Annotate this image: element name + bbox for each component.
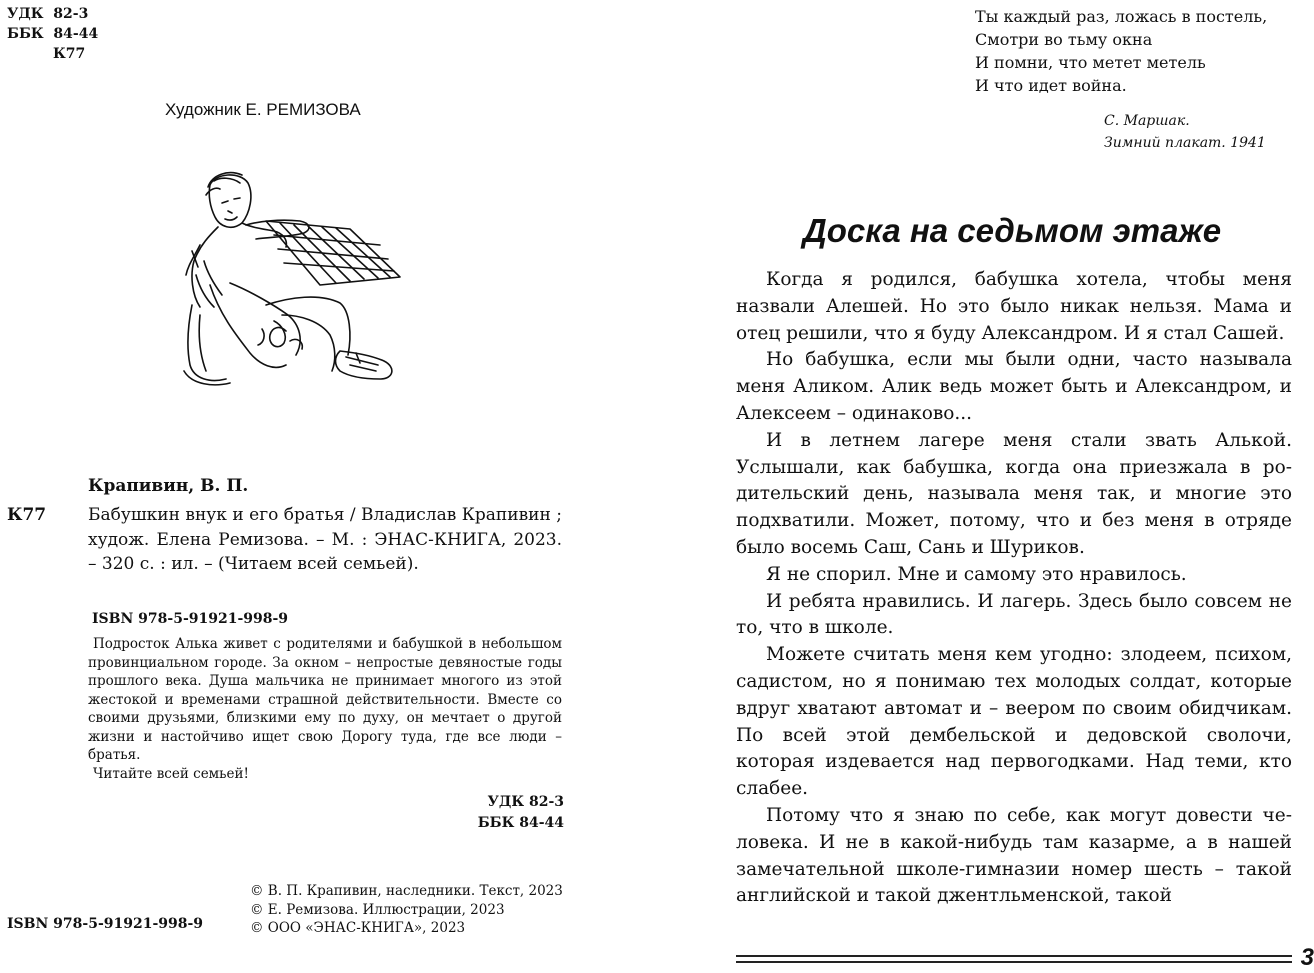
annotation-paragraph: Подросток Алька живет с родителями и бабушкой в небольшом провинциальном городе. За окном – непростые девяностые годы прошлого века. Душа мальчика не принимает многого из этой жестокой и временами страшной действительности. Вместе со своими друзьями, близкими ему по духу, он мечтает о другой жизни и настойчиво ищет свою Дорогу туда, где все люди – братья.	[88, 636, 562, 763]
epigraph-source: Зимний плакат. 1941	[1104, 135, 1266, 151]
epigraph-line: И помни, что метет метель	[975, 53, 1206, 72]
author-mark: К77	[53, 46, 86, 62]
epigraph-line: Ты каждый раз, ложась в постель,	[975, 7, 1268, 26]
copyright-line: © В. П. Крапивин, наследники. Текст, 2023	[250, 883, 563, 899]
author-name: Крапивин, В. П.	[88, 476, 249, 496]
boy-sketch-illustration	[170, 165, 420, 405]
artist-credit: Художник Е. РЕМИЗОВА	[165, 100, 361, 119]
text-paragraph: Потому что я знаю по себе, как могут довести человека. И не в какой-нибудь там казарме, а в нашей замечательной школе-гимназии номер шесть – такой английской и такой джентльменской, такой	[736, 804, 1292, 907]
text-paragraph: И ребята нравились. И лагерь. Здесь было совсем не то, что в школе.	[736, 590, 1292, 639]
chapter-text	[736, 267, 1292, 910]
epigraph-line: Смотри во тьму окна	[975, 30, 1153, 49]
epigraph-line: И что идет война.	[975, 76, 1127, 95]
copyright-line: © Е. Ремизова. Иллюстрации, 2023	[250, 901, 505, 918]
text-paragraph: Но бабушка, если мы были одни, часто называла меня Аликом. Алик ведь может быть и Александром, и Алексеем – одинаково...	[736, 349, 1292, 424]
footer-rule	[736, 955, 1292, 957]
copyright-line: © ООО «ЭНАС-КНИГА», 2023	[250, 920, 466, 936]
left-page	[0, 0, 600, 973]
library-code: К77	[7, 505, 47, 525]
book-annotation	[88, 635, 562, 783]
text-paragraph: Когда я родился, бабушка хотела, чтобы меня назвали Алешей. Но это было никак нельзя. Мама и отец решили, что я буду Александром. И я стал Сашей.	[736, 269, 1292, 344]
text-paragraph: Можете считать меня кем угодно: злодеем, психом, садистом, но я понимаю тех молодых солдат, которые вдруг хватают автомат и – веером по своим обидчикам. По всей этой дембельской и дедовской сволочи, которая издевается над первогодками. Над теми, кто слабее.	[736, 644, 1292, 800]
text-paragraph: И в летнем лагере меня стали звать Алькой. Услышали, как бабушка, когда она приезжала в родительский день, называла меня так, и многие это подхватили. Может, потому, что и без меня в отряде было восемь Саш, Сань и Шуриков.	[736, 429, 1292, 558]
epigraph	[975, 5, 1267, 97]
udk-value: 82-3	[53, 6, 89, 22]
epigraph-author: С. Маршак.	[1104, 113, 1190, 129]
bottom-isbn: ISBN 978-5-91921-998-9	[7, 916, 204, 932]
bbk-label: ББК	[7, 26, 44, 42]
text-paragraph: Я не спорил. Мне и самому это нравилось.	[766, 563, 1187, 585]
bbk-code: ББК 84-44	[477, 815, 564, 831]
classification-codes	[7, 4, 98, 64]
copyright-block	[250, 882, 563, 938]
annotation-paragraph: Читайте всей семьей!	[93, 765, 249, 782]
udk-label: УДК	[7, 6, 44, 22]
page-number: 3	[1300, 944, 1314, 971]
bbk-value: 84-44	[53, 26, 99, 42]
epigraph-attribution	[1104, 110, 1266, 154]
chapter-title: Доска на седьмом этаже	[802, 212, 1222, 249]
classification-summary	[478, 792, 564, 834]
footer-rule	[736, 961, 1292, 963]
right-page	[720, 0, 1314, 973]
bibliographic-record: Бабушкин внук и его братья / Владислав Крапивин ; худож. Елена Ремизова. – М. : ЭНАС-КНИГА, 2023. – 320 с. : ил. – (Читаем всей семьей).	[88, 505, 562, 574]
isbn-record: ISBN 978-5-91921-998-9	[92, 611, 289, 627]
udk-code: УДК 82-3	[487, 794, 564, 810]
